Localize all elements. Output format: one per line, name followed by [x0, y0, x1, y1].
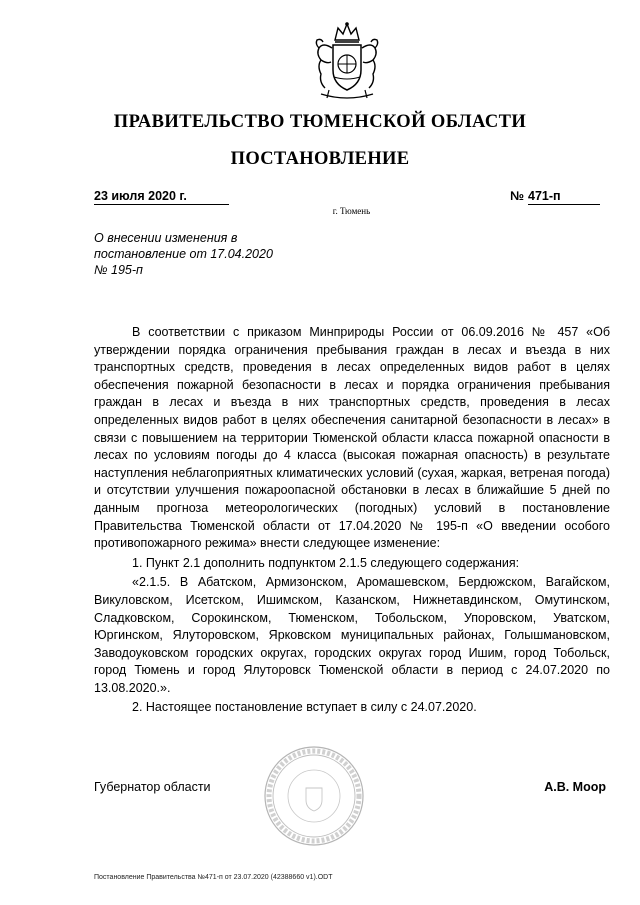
number-sign: №: [510, 189, 524, 203]
subject-line: О внесении изменения в: [94, 231, 238, 245]
item-2-paragraph: 2. Настоящее постановление вступает в силу с 24.07.2020.: [132, 700, 477, 715]
signatory-name: А.В. Моор: [544, 780, 606, 794]
signatory-position: Губернатор области: [94, 780, 211, 794]
document-footer: Постановление Правительства №471-п от 23.07.2020 (42388660 v1).ODT: [94, 874, 333, 881]
document-number-block: [510, 189, 603, 205]
tyumen-coat-of-arms-icon: [307, 18, 387, 104]
document-number: 471-п: [528, 189, 600, 205]
government-title: ПРАВИТЕЛЬСТВО ТЮМЕНСКОЙ ОБЛАСТИ: [113, 112, 527, 132]
document-type-title: ПОСТАНОВЛЕНИЕ: [230, 149, 410, 169]
subject-line: постановление от 17.04.2020: [94, 247, 273, 261]
document-subject: [94, 230, 294, 278]
document-date: 23 июля 2020 г.: [94, 189, 229, 205]
official-seal-icon: [262, 744, 366, 848]
preamble-paragraph: В соответствии с приказом Минприроды России от 06.09.2016 № 457 «Об утверждении порядка ограничения пребывания граждан в лесах и въезда в них транспортных средств, проведения в лесах определенных видов работ в целях обеспечения пожарной безопасности в лесах и порядка ограничения пребывания граждан в лесах и въезда в них транспортных средств, проведения в лесах определенных видов работ в целях обеспечения санитарной безопасности в лесах» в связи с повышением на территории Тюменской области класса пожарной опасности в лесах по условиям погоды до 4 класса (высокая пожарная опасность) в результате наступления неблагоприятных климатических условий (сухая, жаркая, ветреная погода) и отсутствии улучшения пожароопасной обстановки в лесах в ближайшие 5 дней по данным прогноза метеорологических (погодных) условий в постановление Правительства Тюменской области от 17.04.2020 № 195-п «О введении особого противопожарного режима» внести следующее изменение:: [94, 325, 610, 551]
subject-line: № 195-п: [94, 263, 143, 277]
item-1-text-paragraph: «2.1.5. В Абатском, Армизонском, Аромашевском, Бердюжском, Вагайском, Викуловском, Исетском, Ишимском, Казанском, Нижнетавдинском, Омутинском, Сладковском, Сорокинском, Тюменском, Тобольском, Упоровском, Уватском, Юргинском, Ялуторовском, Ярковском муниципальных районах, Голышмановском, Заводоуковском городских округах, городских округах город Ишим, город Тобольск, город Тюмень и город Ялуторовск Тюменской области в период с 24.07.2020 по 13.08.2020.».: [94, 575, 610, 695]
item-1-paragraph: 1. Пункт 2.1 дополнить подпунктом 2.1.5 следующего содержания:: [132, 555, 520, 570]
document-body: [94, 324, 610, 717]
document-city: г. Тюмень: [332, 206, 371, 216]
